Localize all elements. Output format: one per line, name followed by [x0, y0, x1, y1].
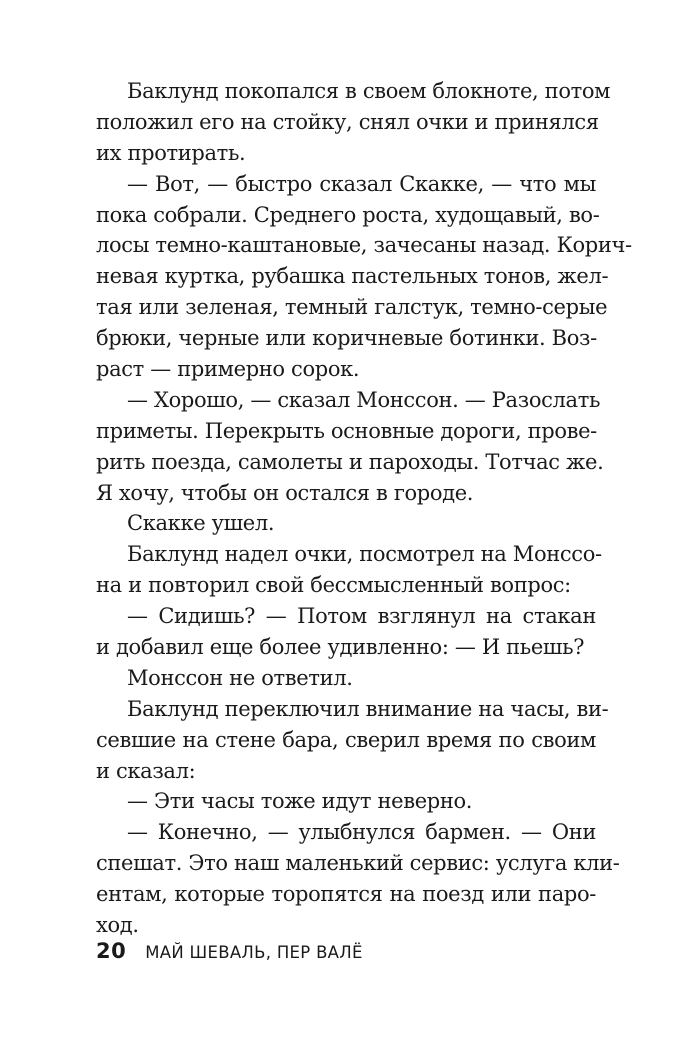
text-line: — Сидишь? — Потом взглянул на стакан [127, 604, 596, 629]
text-line: ентам, которые торопятся на поезд или паро- [96, 882, 596, 907]
text-line: пока собрали. Среднего роста, худощавый, во- [96, 202, 600, 227]
text-line: приметы. Перекрыть основные дороги, прове- [96, 418, 597, 443]
text-line: — Вот, — быстро сказал Скакке, — что мы [127, 171, 596, 196]
text-line: Баклунд переключил внимание на часы, ви- [127, 696, 609, 721]
text-line: брюки, черные или коричневые ботинки. Воз- [96, 326, 597, 351]
text-line: ход. [96, 913, 139, 938]
text-line: и добавил еще более удивленно: — И пьешь? [96, 635, 585, 660]
text-line: лосы темно-каштановые, зачесаны назад. Корич- [96, 233, 632, 258]
page-footer [96, 939, 363, 965]
text-line: на и повторил свой бессмысленный вопрос: [96, 573, 571, 598]
page-number: 20 [96, 939, 127, 963]
text-line: Баклунд надел очки, посмотрел на Монссо- [127, 542, 602, 567]
text-line: — Конечно, — улыбнулся бармен. — Они [127, 820, 596, 845]
text-line: Я хочу, чтобы он остался в городе. [96, 480, 474, 505]
text-line: спешат. Это наш маленький сервис: услуга кли- [96, 851, 620, 876]
running-head: МАЙ ШЕВАЛЬ, ПЕР ВАЛЁ [145, 943, 363, 962]
text-line: севшие на стене бара, сверил время по своим [96, 727, 596, 752]
text-line: тая или зеленая, темный галстук, темно-серые [96, 295, 608, 320]
text-line: — Эти часы тоже идут неверно. [127, 789, 473, 814]
text-line: невая куртка, рубашка пастельных тонов, жел- [96, 264, 609, 289]
text-line: раст — примерно сорок. [96, 357, 360, 382]
text-line: Монссон не ответил. [127, 665, 353, 690]
text-line: положил его на стойку, снял очки и принялся [96, 109, 599, 134]
text-line: и сказал: [96, 758, 196, 783]
text-line: Баклунд покопался в своем блокноте, потом [127, 79, 611, 103]
text-line: рить поезда, самолеты и пароходы. Тотчас же. [96, 449, 604, 474]
body-text [96, 76, 632, 941]
text-line: их протирать. [96, 140, 246, 165]
text-line: — Хорошо, — сказал Монссон. — Разослать [127, 387, 601, 412]
text-line: Скакке ушел. [127, 511, 275, 536]
